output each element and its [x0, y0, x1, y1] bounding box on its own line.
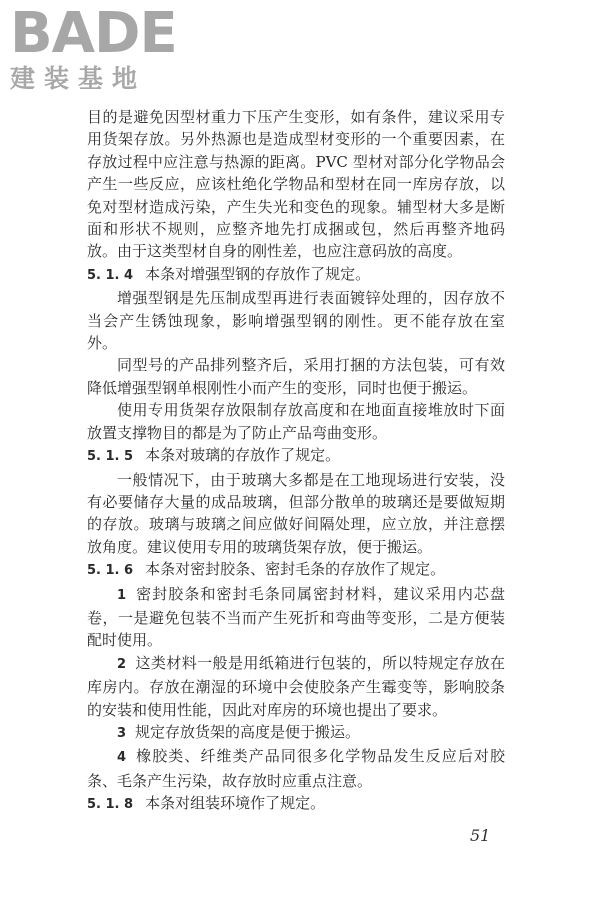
paragraph: 一般情况下，由于玻璃大多都是在工地现场进行安装，没有必要储存大量的成品玻璃，但部分散单的玻璃还是要做短期的存放。玻璃与玻璃之间应做好间隔处理，应立放，并注意摆放角度。建议使用专用的玻璃货架存放，便于搬运。 [87, 470, 505, 556]
list-item [87, 583, 505, 652]
document-body [87, 106, 505, 817]
section-title: 本条对密封胶条、密封毛条的存放作了规定。 [145, 560, 446, 579]
section-heading-5-1-6 [87, 558, 505, 582]
item-number: 4 [117, 750, 127, 766]
item-number: 2 [117, 656, 127, 672]
section-number: 5. 1. 4 [87, 267, 134, 283]
paragraph: 增强型钢是先压制成型再进行表面镀锌处理的，因存放不当会产生锈蚀现象，影响增强型钢的刚性。更不能存放在室外。 [87, 289, 505, 353]
section-heading-5-1-5 [87, 444, 505, 468]
section-heading-5-1-4 [87, 263, 505, 287]
page-number: 51 [470, 826, 491, 845]
item-text: 规定存放货架的高度是便于搬运。 [135, 722, 361, 741]
paragraph: 使用专用货架存放限制存放高度和在地面直接堆放时下面放置支撑物目的都是为了防止产品弯曲变形。 [87, 401, 505, 442]
section-number: 5. 1. 8 [87, 797, 134, 813]
list-item [87, 721, 505, 745]
item-text: 密封胶条和密封毛条同属密封材料，建议采用内芯盘卷，一是避免包装不当而产生死折和弯曲等变形，二是方便装配时使用。 [87, 584, 505, 650]
item-text: 这类材料一般是用纸箱进行包装的，所以特规定存放在库房内。存放在潮湿的环境中会使胶条产生霉变等，影响胶条的安装和使用性能，因此对库房的环境也提出了要求。 [87, 653, 505, 719]
logo-subtitle: 建装基地 [10, 64, 147, 93]
item-number: 1 [117, 587, 127, 603]
list-item [87, 745, 505, 792]
section-number: 5. 1. 6 [87, 563, 134, 579]
section-heading-5-1-8 [87, 792, 505, 816]
logo-wordmark: BADE [10, 1, 177, 66]
section-title: 本条对玻璃的存放作了规定。 [145, 446, 341, 465]
section-title: 本条对增强型钢的存放作了规定。 [145, 264, 371, 283]
section-title: 本条对组装环境作了规定。 [145, 794, 326, 813]
section-number: 5. 1. 5 [87, 449, 134, 465]
item-number: 3 [117, 725, 127, 741]
bade-logo [10, 1, 180, 94]
paragraph: 目的是避免因型材重力下压产生变形，如有条件，建议采用专用货架存放。另外热源也是造成型材变形的一个重要因素，在存放过程中应注意与热源的距离。PVC 型材对部分化学物品会产生一些反应，应该杜绝化学物品和型材在同一库房存放，以免对型材造成污染，产生失光和变色的现象。辅型材大多是断面和形状不规则，应整齐地先打成捆或包，然后再整齐地码放。由于这类型材自身的刚性差，也应注意码放的高度。 [87, 108, 505, 261]
list-item [87, 652, 505, 721]
item-text: 橡胶类、纤维类产品同很多化学物品发生反应后对胶条、毛条产生污染，故存放时应重点注意。 [87, 747, 505, 790]
paragraph: 同型号的产品排列整齐后，采用打捆的方法包装，可有效降低增强型钢单根刚性小而产生的变形，同时也便于搬运。 [87, 356, 505, 397]
